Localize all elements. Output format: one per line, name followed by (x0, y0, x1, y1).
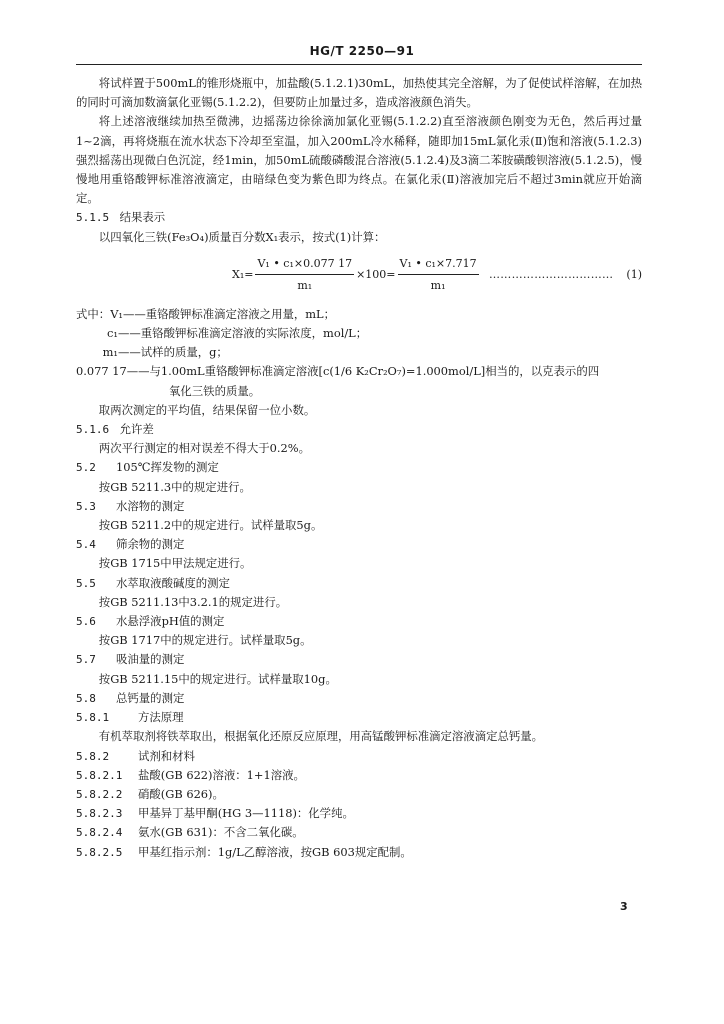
tolerance-text: 两次平行测定的相对误差不得大于0.2%。 (98, 441, 310, 456)
section-5-3 (76, 497, 642, 516)
section-5-6 (76, 612, 642, 631)
section-number: 5.3 (76, 499, 96, 513)
section-5-7 (76, 650, 642, 669)
section-5-2 (76, 458, 642, 477)
symbol-v1-desc: ——重铬酸钾标准滴定溶液之用量，mL； (122, 306, 335, 321)
reagent-text: 甲基异丁基甲酮(HG 3—1118)：化学纯。 (138, 806, 354, 821)
page-header: HG/T 2250—91 (309, 44, 415, 58)
section-title: 水悬浮液pH值的测定 (116, 614, 225, 629)
equation-number: (1) (626, 267, 642, 281)
leader-dots: …………………………… (489, 267, 614, 281)
section-title: 方法原理 (138, 710, 184, 725)
section-5-7-text: 按GB 5211.15中的规定进行。试样量取10g。 (98, 671, 337, 686)
fraction-2-numerator: V₁ • c₁×7.717 (398, 254, 479, 275)
constant-definition-line2: 氧化三铁的质量。 (169, 383, 261, 398)
section-number: 5.5 (76, 576, 96, 590)
section-title: 水溶物的测定 (116, 498, 185, 513)
reagent-item (76, 785, 642, 804)
section-title: 结果表示 (119, 210, 166, 225)
paragraph-titration: 将上述溶液继续加热至微沸，边摇荡边徐徐滴加氯化亚锡(5.1.2.2)直至溶液颜色刚变为无色，然后再过量1~2滴，再将烧瓶在流水状态下冷却至室温，加入200mL冷水稀释，随即加15mL氯化汞(Ⅱ)饱和溶液(5.1.2.3)强烈摇荡出现微白色沉淀，经1min，加50mL硫酸磷酸混合溶液(5.1.2.4)及3滴二苯胺磺酸钡溶液(5.1.2.5)，慢慢地用重铬酸钾标准溶液滴定，由暗绿色变为紫色即为终点。在氯化汞(Ⅱ)溶液加完后不超过3min就应开始滴定。 (76, 114, 642, 206)
fraction-2-denominator: m₁ (430, 279, 446, 293)
section-5-8-2 (76, 747, 642, 766)
section-5-5 (76, 574, 642, 593)
reagent-number: 5.8.2.1 (76, 768, 123, 782)
section-number: 5.8 (76, 691, 96, 705)
symbol-c1: c₁ (107, 326, 118, 341)
section-number: 5.8.2 (76, 749, 110, 763)
section-number: 5.8.1 (76, 711, 110, 725)
reagent-item (76, 823, 642, 842)
section-5-1-6 (76, 420, 642, 439)
section-5-5-text: 按GB 5211.13中3.2.1的规定进行。 (98, 594, 288, 609)
reagent-number: 5.8.2.2 (76, 787, 123, 801)
reagent-item (76, 843, 642, 862)
section-5-4 (76, 535, 642, 554)
where-prefix: 式中： (76, 306, 111, 321)
where-v1 (76, 305, 642, 324)
reagent-item (76, 804, 642, 823)
section-title: 筛余物的测定 (116, 537, 185, 552)
section-number: 5.6 (76, 615, 96, 629)
formula-1 (76, 253, 642, 301)
section-5-8-1 (76, 708, 642, 727)
reagent-text: 氨水(GB 631)：不含二氧化碳。 (138, 825, 304, 840)
reagent-number: 5.8.2.4 (76, 826, 123, 840)
section-5-8-1-text: 有机萃取剂将铁萃取出，根据氧化还原反应原理，用高锰酸钾标准滴定溶液滴定总钙量。 (98, 729, 544, 744)
section-number: 5.2 (76, 461, 96, 475)
formula-multiplier: ×100= (356, 268, 396, 282)
section-number: 5.7 (76, 653, 96, 667)
reagent-text: 硝酸(GB 626)。 (138, 786, 224, 801)
document-body (76, 74, 642, 862)
header-divider (76, 64, 642, 65)
where-c1 (76, 324, 642, 343)
symbol-c1-desc: ——重铬酸钾标准滴定溶液的实际浓度，mol/L； (118, 326, 368, 341)
reagent-number: 5.8.2.3 (76, 807, 123, 821)
section-number: 5.4 (76, 538, 96, 552)
fraction-1-numerator: V₁ • c₁×0.077 17 (255, 254, 354, 275)
section-5-8 (76, 689, 642, 708)
symbol-v1: V₁ (110, 306, 123, 321)
fraction-1-denominator: m₁ (297, 279, 313, 293)
reagent-text: 盐酸(GB 622)溶液：1+1溶液。 (138, 767, 305, 782)
section-title: 试剂和材料 (138, 748, 195, 763)
reagent-text: 甲基红指示剂：1g/L乙醇溶液，按GB 603规定配制。 (138, 844, 412, 859)
page-number: 3 (620, 900, 628, 913)
section-number: 5.1.6 (76, 423, 110, 437)
result-expression-text: 以四氧化三铁(Fe₃O₄)质量百分数X₁表示，按式(1)计算： (98, 229, 386, 244)
fraction-1 (255, 254, 354, 295)
section-5-1-5 (76, 208, 642, 227)
section-title: 水萃取液酸碱度的测定 (116, 575, 230, 590)
result-rounding-text: 取两次测定的平均值，结果保留一位小数。 (98, 402, 316, 417)
reagent-item (76, 766, 642, 785)
section-title: 105℃挥发物的测定 (116, 460, 219, 475)
reagent-number: 5.8.2.5 (76, 845, 123, 859)
symbol-m1: m₁ (102, 345, 118, 360)
section-5-4-text: 按GB 1715中甲法规定进行。 (98, 556, 252, 571)
section-5-2-text: 按GB 5211.3中的规定进行。 (98, 479, 251, 494)
paragraph-dissolution: 将试样置于500mL的锥形烧瓶中，加盐酸(5.1.2.1)30mL，加热使其完全溶解，为了促使试样溶解，在加热的同时可滴加数滴氯化亚锡(5.1.2.2)，但要防止加量过多，造成溶液颜色消失。 (76, 76, 642, 110)
constant-definition-line1: 0.077 17——与1.00mL重铬酸钾标准滴定溶液[c(1/6 K₂Cr₂O₇)=1.000mol/L]相当的，以克表示的四 (76, 364, 600, 379)
section-5-6-text: 按GB 1717中的规定进行。试样量取5g。 (98, 633, 312, 648)
section-title: 总钙量的测定 (116, 690, 185, 705)
section-title: 吸油量的测定 (116, 652, 185, 667)
where-m1 (76, 343, 642, 362)
section-5-3-text: 按GB 5211.2中的规定进行。试样量取5g。 (98, 518, 323, 533)
symbol-m1-desc: ——试样的质量，g； (118, 345, 228, 360)
constant-definition (76, 362, 642, 400)
formula-lhs: X₁= (232, 268, 254, 282)
section-number: 5.1.5 (76, 211, 110, 225)
section-title: 允许差 (119, 422, 154, 437)
fraction-2 (398, 254, 479, 295)
